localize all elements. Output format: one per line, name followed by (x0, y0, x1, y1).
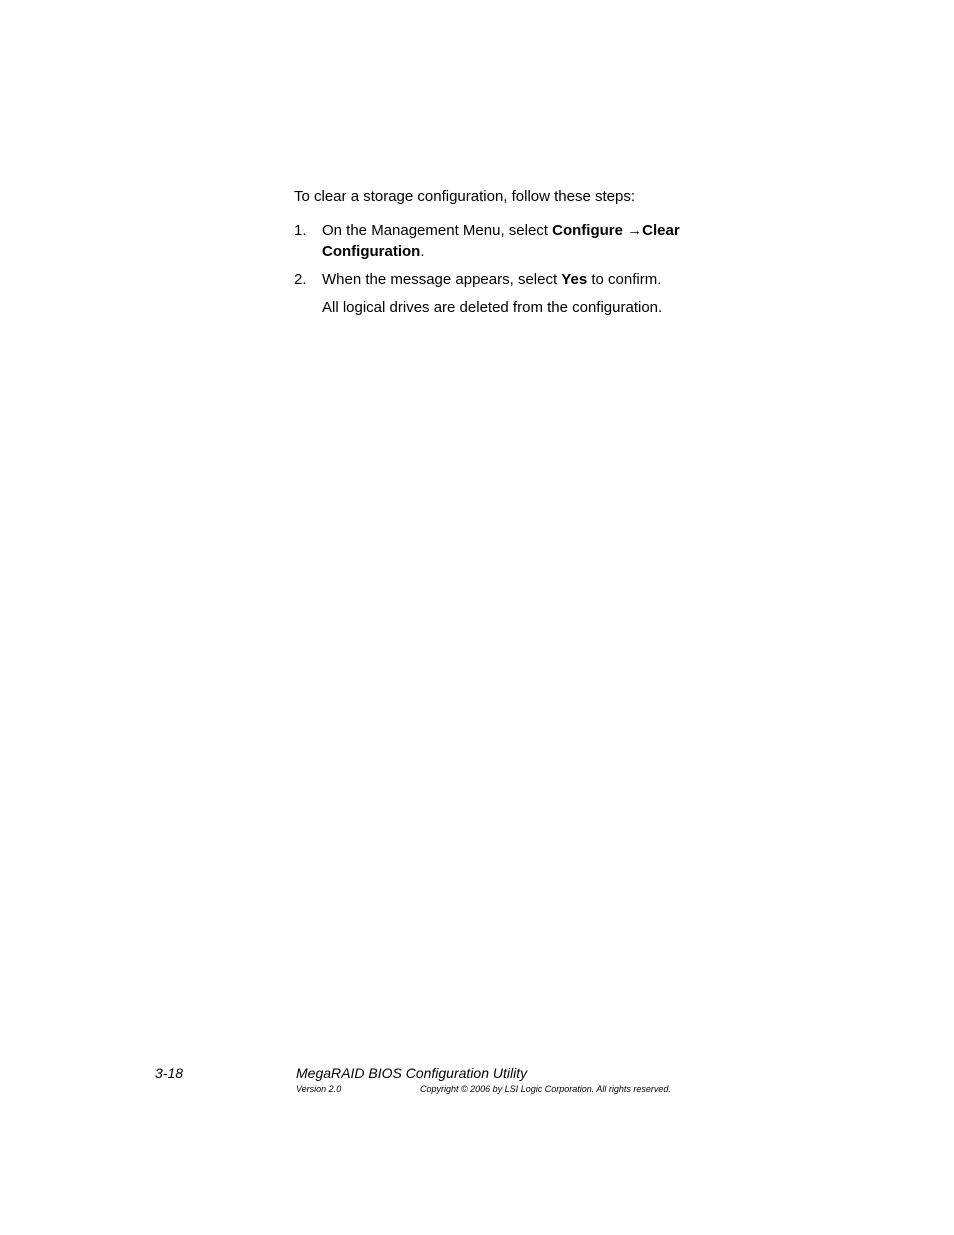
main-content (294, 186, 714, 318)
arrow-icon: → (622, 222, 643, 239)
step-1-menu-clear-configuration: Clear Configuration (322, 222, 680, 260)
step-1 (294, 220, 714, 262)
step-1-menu-configure: Configure (552, 222, 623, 239)
intro-paragraph: To clear a storage configuration, follow these steps: (294, 188, 636, 205)
step-2-option-yes: Yes (561, 271, 588, 288)
step-2-text-after: to confirm. (587, 271, 662, 288)
step-2-result: All logical drives are deleted from the configuration. (322, 299, 663, 316)
step-2-number: 2. (294, 271, 307, 288)
copyright-notice: Copyright © 2006 by LSI Logic Corporation. All rights reserved. (420, 1084, 671, 1094)
document-title: MegaRAID BIOS Configuration Utility (296, 1065, 528, 1081)
step-2 (294, 269, 714, 290)
step-2-text: When the message appears, select (322, 271, 562, 288)
step-1-text: On the Management Menu, select (322, 222, 553, 239)
page-number: 3-18 (155, 1065, 184, 1081)
step-1-period: . (420, 243, 425, 260)
step-1-number: 1. (294, 222, 307, 239)
version-label: Version 2.0 (296, 1084, 342, 1094)
